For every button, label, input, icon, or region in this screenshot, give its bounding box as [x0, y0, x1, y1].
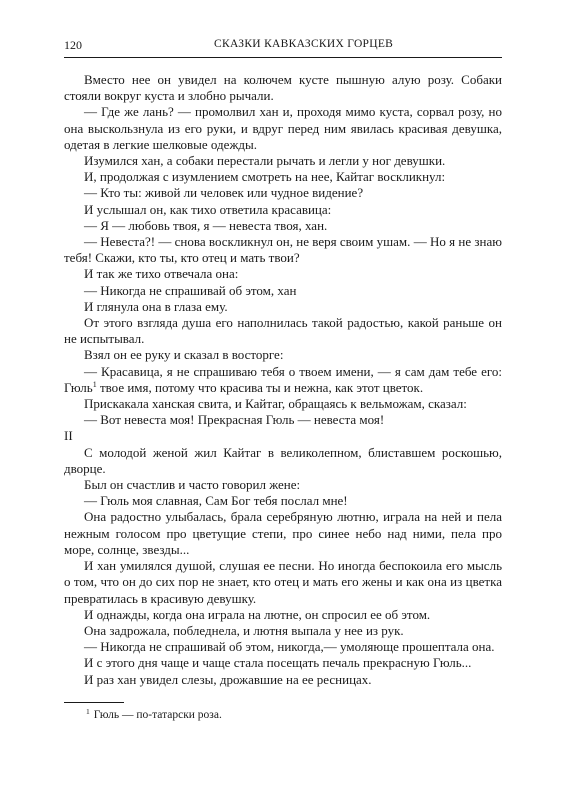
paragraph: И раз хан увидел слезы, дрожавшие на ее ресницах.: [84, 671, 372, 687]
footnote-reference[interactable]: 1: [92, 379, 97, 389]
paragraph: — Гюль моя славная, Сам Бог тебя послал мне!: [84, 493, 348, 509]
paragraph: Она задрожала, побледнела, и лютня выпала у нее из рук.: [84, 622, 404, 638]
page-header: [64, 38, 502, 54]
footnote-marker: 1: [86, 707, 90, 716]
paragraph: Изумился хан, а собаки перестали рычать и легли у ног девушки.: [84, 153, 446, 169]
footnote-rule: [64, 702, 124, 703]
paragraph: И так же тихо отвечала она:: [84, 266, 239, 282]
paragraph: Взял он ее руку и сказал в восторге:: [84, 347, 284, 363]
paragraph: И с этого дня чаще и чаще стала посещать печаль прекрасную Гюль...: [84, 655, 472, 671]
footnote-text: Гюль — по-татарски роза.: [93, 709, 222, 721]
body-text: [64, 72, 502, 688]
section-heading: II: [64, 428, 73, 444]
paragraph: От этого взгляда душа его наполнилась такой радостью, какой раньше он не испытывал.: [64, 315, 502, 347]
page-number: 120: [64, 38, 82, 52]
paragraph: — Вот невеста моя! Прекрасная Гюль — невеста моя!: [84, 412, 385, 428]
paragraph: И однажды, когда она играла на лютне, он спросил ее об этом.: [84, 606, 431, 622]
paragraph: — Никогда не спрашивай об этом, никогда,— умоляюще прошептала она.: [84, 639, 495, 655]
paragraph: С молодой женой жил Кайтаг в великолепном, блиставшем роскошью, дворце.: [64, 444, 502, 476]
paragraph: И услышал он, как тихо ответила красавица:: [84, 201, 332, 217]
paragraph-text-start: — Красавица, я не спрашиваю тебя о твоем имени, — я сам дам тебе его: Гюль: [64, 363, 502, 395]
paragraph: — Где же лань? — промолвил хан и, проходя мимо куста, сорвал розу, но она выскользнула из его руки, и вдруг перед ним явилась красивая девушка, одетая в легкие шелковые одежды.: [64, 104, 502, 152]
paragraph: И глянула она в глаза ему.: [84, 298, 228, 314]
paragraph: — Никогда не спрашивай об этом, хан: [84, 282, 297, 298]
header-rule: [64, 57, 502, 58]
paragraph: Прискакала ханская свита, и Кайтаг, обращаясь к вельможам, сказал:: [84, 396, 467, 412]
running-title: СКАЗКИ КАВКАЗСКИХ ГОРЦЕВ: [214, 38, 394, 50]
paragraph: Она радостно улыбалась, брала серебряную лютню, играла на ней и пела нежным голосом про цветущие степи, про синее небо над ними, пела про море, солнце, звезды...: [64, 509, 502, 557]
paragraph: — Я — любовь твоя, я — невеста твоя, хан.: [84, 217, 328, 233]
paragraph-text-end: твое имя, потому что красива ты и нежна, как этот цветок.: [96, 379, 424, 395]
paragraph: — Невеста?! — снова воскликнул он, не веря своим ушам. — Но я не знаю тебя! Скажи, кто ты, кто отец и мать твои?: [64, 234, 502, 266]
paragraph: — Кто ты: живой ли человек или чудное видение?: [84, 185, 364, 201]
paragraph: И хан умилялся душой, слушая ее песни. Но иногда беспокоила его мысль о том, что он до сих пор не знает, кто отец и мать его жены и как она из цветка превратилась в красивую девушку.: [64, 558, 502, 606]
paragraph: Вместо нее он увидел на колючем кусте пышную алую розу. Собаки стояли вокруг куста и злобно рычали.: [64, 72, 502, 104]
paragraph: Был он счастлив и часто говорил жене:: [84, 477, 301, 493]
paragraph-with-footnote: [64, 364, 502, 396]
footnote: [86, 708, 222, 723]
paragraph: И, продолжая с изумлением смотреть на нее, Кайтаг воскликнул:: [84, 169, 446, 185]
